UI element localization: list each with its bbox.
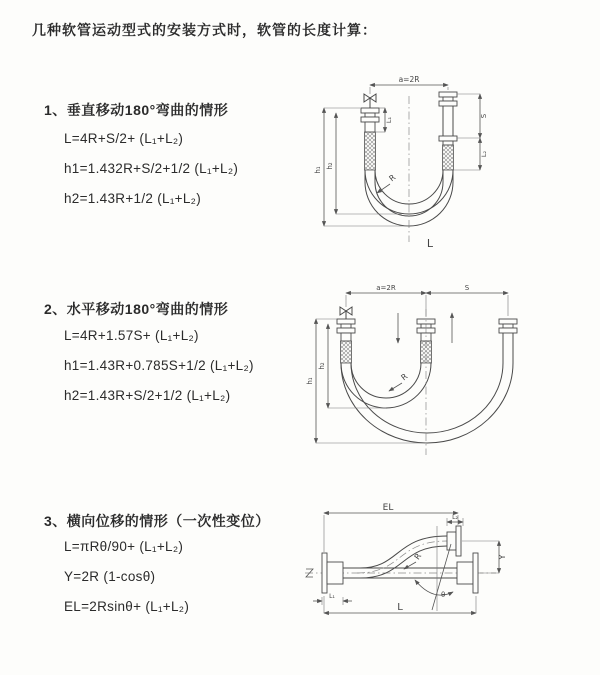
radius-label: R bbox=[387, 172, 398, 184]
dim-label-y: Y bbox=[498, 554, 507, 560]
diagram-horizontal-180-bend bbox=[306, 283, 596, 465]
dim-label-h1: h₁ bbox=[314, 166, 322, 174]
section-3-heading: 3、横向位移的情形（一次性变位） bbox=[44, 513, 270, 529]
dim-label-l: L bbox=[397, 602, 403, 613]
dim-label-l2: L₂ bbox=[452, 514, 458, 521]
valve-icon bbox=[340, 307, 352, 319]
valve-icon bbox=[364, 94, 376, 108]
right-pipe-assembly bbox=[499, 319, 517, 363]
left-pipe-assembly bbox=[337, 319, 355, 363]
section-1-formula-h1: h1=1.432R+S/2+1/2 (L₁+L₂) bbox=[64, 161, 239, 176]
page-title: 几种软管运动型式的安装方式时，软管的长度计算： bbox=[32, 22, 377, 38]
section-2-formula-L: L=4R+1.57S+ (L₁+L₂) bbox=[64, 328, 199, 343]
right-pipe-assembly bbox=[439, 92, 457, 170]
section-2-formula-h1: h1=1.43R+0.785S+1/2 (L₁+L₂) bbox=[64, 358, 254, 373]
section-1-heading: 1、垂直移动180°弯曲的情形 bbox=[44, 102, 229, 118]
dim-label-l1: L₁ bbox=[385, 116, 393, 124]
dim-label-s: S bbox=[480, 113, 488, 119]
section-3-formula-L: L=πRθ/90+ (L₁+L₂) bbox=[64, 539, 184, 554]
dim-label-span: a=2R bbox=[398, 75, 420, 84]
left-flange bbox=[322, 553, 343, 593]
right-lower-flange bbox=[457, 553, 478, 593]
left-pipe-assembly bbox=[361, 108, 379, 170]
dim-label-h2: h₂ bbox=[318, 362, 326, 370]
angle-label: θ bbox=[441, 591, 446, 599]
dim-label-el: EL bbox=[382, 503, 394, 513]
dim-label-l2: L₂ bbox=[480, 150, 488, 158]
dim-label-span: a=2R bbox=[376, 284, 396, 292]
u-hose-curves bbox=[341, 363, 513, 443]
section-3-formula-EL: EL=2Rsinθ+ (L₁+L₂) bbox=[64, 599, 190, 614]
dim-label-s: S bbox=[464, 284, 470, 292]
section-1-formula-h2: h2=1.43R+1/2 (L₁+L₂) bbox=[64, 191, 202, 206]
dim-label-l1: L₁ bbox=[329, 593, 335, 600]
curved-hose bbox=[357, 526, 461, 578]
construction-diagonal bbox=[432, 544, 451, 610]
section-1-formula-L: L=4R+S/2+ (L₁+L₂) bbox=[64, 131, 184, 146]
section-2-heading: 2、水平移动180°弯曲的情形 bbox=[44, 301, 229, 317]
dim-label-h1: h₁ bbox=[306, 377, 314, 385]
radius-label: R bbox=[399, 371, 410, 383]
length-label: L bbox=[426, 237, 434, 250]
dim-label-h2: h₂ bbox=[326, 162, 334, 170]
angle-arc bbox=[415, 580, 453, 595]
section-2-formula-h2: h2=1.43R+S/2+1/2 (L₁+L₂) bbox=[64, 388, 231, 403]
radius-label: R bbox=[412, 551, 424, 562]
diagram-lateral-displacement bbox=[300, 498, 600, 660]
section-3-formula-Y: Y=2R (1-cosθ) bbox=[64, 569, 156, 584]
diagram-vertical-180-bend bbox=[312, 70, 592, 260]
